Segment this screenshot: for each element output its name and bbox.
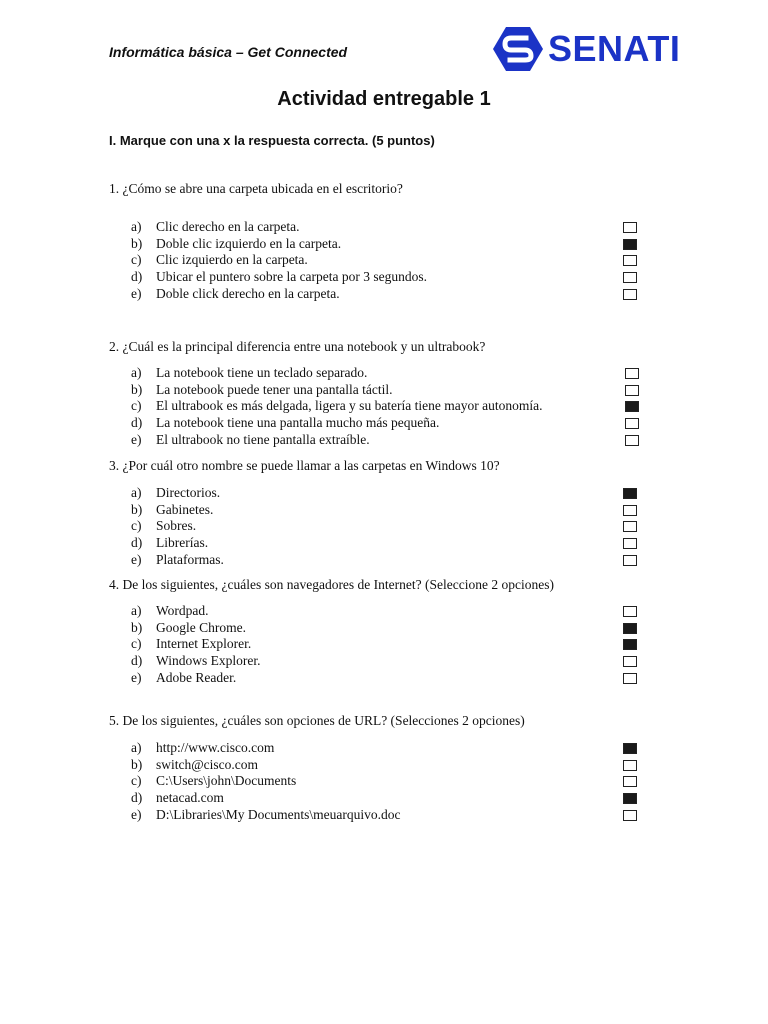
- option-text: La notebook tiene un teclado separado.: [156, 365, 368, 380]
- page-title: Actividad entregable 1: [277, 88, 491, 110]
- option-letter: d): [131, 790, 143, 806]
- option-letter: c): [131, 398, 142, 414]
- option-letter: d): [131, 415, 143, 431]
- senati-logo-icon: [492, 26, 544, 72]
- answer-checkbox[interactable]: [623, 760, 637, 771]
- option-text: http://www.cisco.com: [156, 740, 275, 755]
- option-letter: b): [131, 756, 143, 772]
- option-letter: a): [131, 219, 142, 234]
- option-text: C:\Users\john\Documents: [156, 773, 297, 789]
- option-text: Doble click derecho en la carpeta.: [156, 285, 340, 301]
- option-text: Librerías.: [156, 535, 209, 551]
- question-4: 4. De los siguientes, ¿cuáles son navegadores de Internet? (Seleccione 2 opciones): [109, 577, 554, 592]
- option-letter: a): [131, 485, 142, 500]
- answer-checkbox[interactable]: [623, 222, 637, 233]
- option-letter: c): [131, 773, 142, 789]
- option-letter: a): [131, 740, 142, 755]
- option-text: Doble clic izquierdo en la carpeta.: [156, 235, 342, 251]
- option-letter: e): [131, 285, 142, 301]
- answer-checkbox[interactable]: [623, 488, 637, 499]
- answer-checkbox[interactable]: [623, 272, 637, 283]
- answer-checkbox[interactable]: [623, 239, 637, 250]
- option-text: D:\Libraries\My Documents\meuarquivo.doc: [156, 806, 401, 822]
- header-subject: Informática básica – Get Connected: [109, 44, 348, 60]
- option-text: Google Chrome.: [156, 619, 246, 635]
- option-letter: e): [131, 806, 142, 822]
- option-text: El ultrabook es más delgada, ligera y su batería tiene mayor autonomía.: [156, 398, 543, 414]
- option-text: Clic izquierdo en la carpeta.: [156, 252, 308, 268]
- answer-checkbox[interactable]: [625, 385, 639, 396]
- answer-checkbox[interactable]: [623, 776, 637, 787]
- answer-checkbox[interactable]: [623, 810, 637, 821]
- option-letter: c): [131, 636, 142, 652]
- option-text: Windows Explorer.: [156, 653, 261, 669]
- option-text: Internet Explorer.: [156, 636, 252, 652]
- answer-checkbox[interactable]: [625, 401, 639, 412]
- option-text: El ultrabook no tiene pantalla extraíble.: [156, 431, 370, 447]
- option-text: La notebook puede tener una pantalla táctil.: [156, 381, 393, 397]
- option-text: La notebook tiene una pantalla mucho más pequeña.: [156, 415, 440, 431]
- option-text: Ubicar el puntero sobre la carpeta por 3 segundos.: [156, 269, 428, 285]
- answer-checkbox[interactable]: [623, 289, 637, 300]
- option-letter: d): [131, 535, 143, 551]
- option-letter: c): [131, 252, 142, 268]
- option-text: Directorios.: [156, 485, 221, 500]
- question-1: 1. ¿Cómo se abre una carpeta ubicada en el escritorio?: [109, 181, 403, 196]
- answer-checkbox[interactable]: [623, 623, 637, 634]
- answer-checkbox[interactable]: [625, 368, 639, 379]
- option-letter: b): [131, 501, 143, 517]
- option-letter: b): [131, 619, 143, 635]
- answer-checkbox[interactable]: [623, 656, 637, 667]
- option-letter: c): [131, 518, 142, 534]
- option-letter: e): [131, 669, 142, 685]
- answer-checkbox[interactable]: [625, 418, 639, 429]
- answer-checkbox[interactable]: [623, 673, 637, 684]
- answer-checkbox[interactable]: [623, 793, 637, 804]
- answer-checkbox[interactable]: [623, 606, 637, 617]
- option-letter: e): [131, 431, 142, 447]
- question-5: 5. De los siguientes, ¿cuáles son opciones de URL? (Selecciones 2 opciones): [109, 713, 525, 728]
- answer-checkbox[interactable]: [623, 505, 637, 516]
- option-letter: d): [131, 653, 143, 669]
- option-letter: a): [131, 365, 142, 380]
- question-3: 3. ¿Por cuál otro nombre se puede llamar a las carpetas en Windows 10?: [109, 458, 500, 473]
- option-text: Wordpad.: [156, 603, 209, 618]
- option-text: switch@cisco.com: [156, 756, 259, 772]
- answer-checkbox[interactable]: [623, 538, 637, 549]
- option-text: Plataformas.: [156, 551, 224, 567]
- option-text: netacad.com: [156, 790, 224, 806]
- answer-checkbox[interactable]: [623, 255, 637, 266]
- senati-logo-text: SENATI: [548, 28, 681, 69]
- option-text: Sobres.: [156, 518, 197, 534]
- option-letter: a): [131, 603, 142, 618]
- answer-checkbox[interactable]: [623, 639, 637, 650]
- option-text: Gabinetes.: [156, 501, 214, 517]
- option-letter: d): [131, 269, 143, 285]
- senati-logo: [492, 25, 680, 73]
- option-letter: b): [131, 381, 143, 397]
- option-text: Adobe Reader.: [156, 669, 237, 685]
- question-2: 2. ¿Cuál es la principal diferencia entre una notebook y un ultrabook?: [109, 339, 486, 354]
- instruction: I. Marque con una x la respuesta correcta. (5 puntos): [109, 133, 435, 148]
- answer-checkbox[interactable]: [623, 521, 637, 532]
- option-letter: b): [131, 235, 143, 251]
- option-letter: e): [131, 551, 142, 567]
- answer-checkbox[interactable]: [623, 743, 637, 754]
- option-text: Clic derecho en la carpeta.: [156, 219, 300, 234]
- answer-checkbox[interactable]: [625, 435, 639, 446]
- answer-checkbox[interactable]: [623, 555, 637, 566]
